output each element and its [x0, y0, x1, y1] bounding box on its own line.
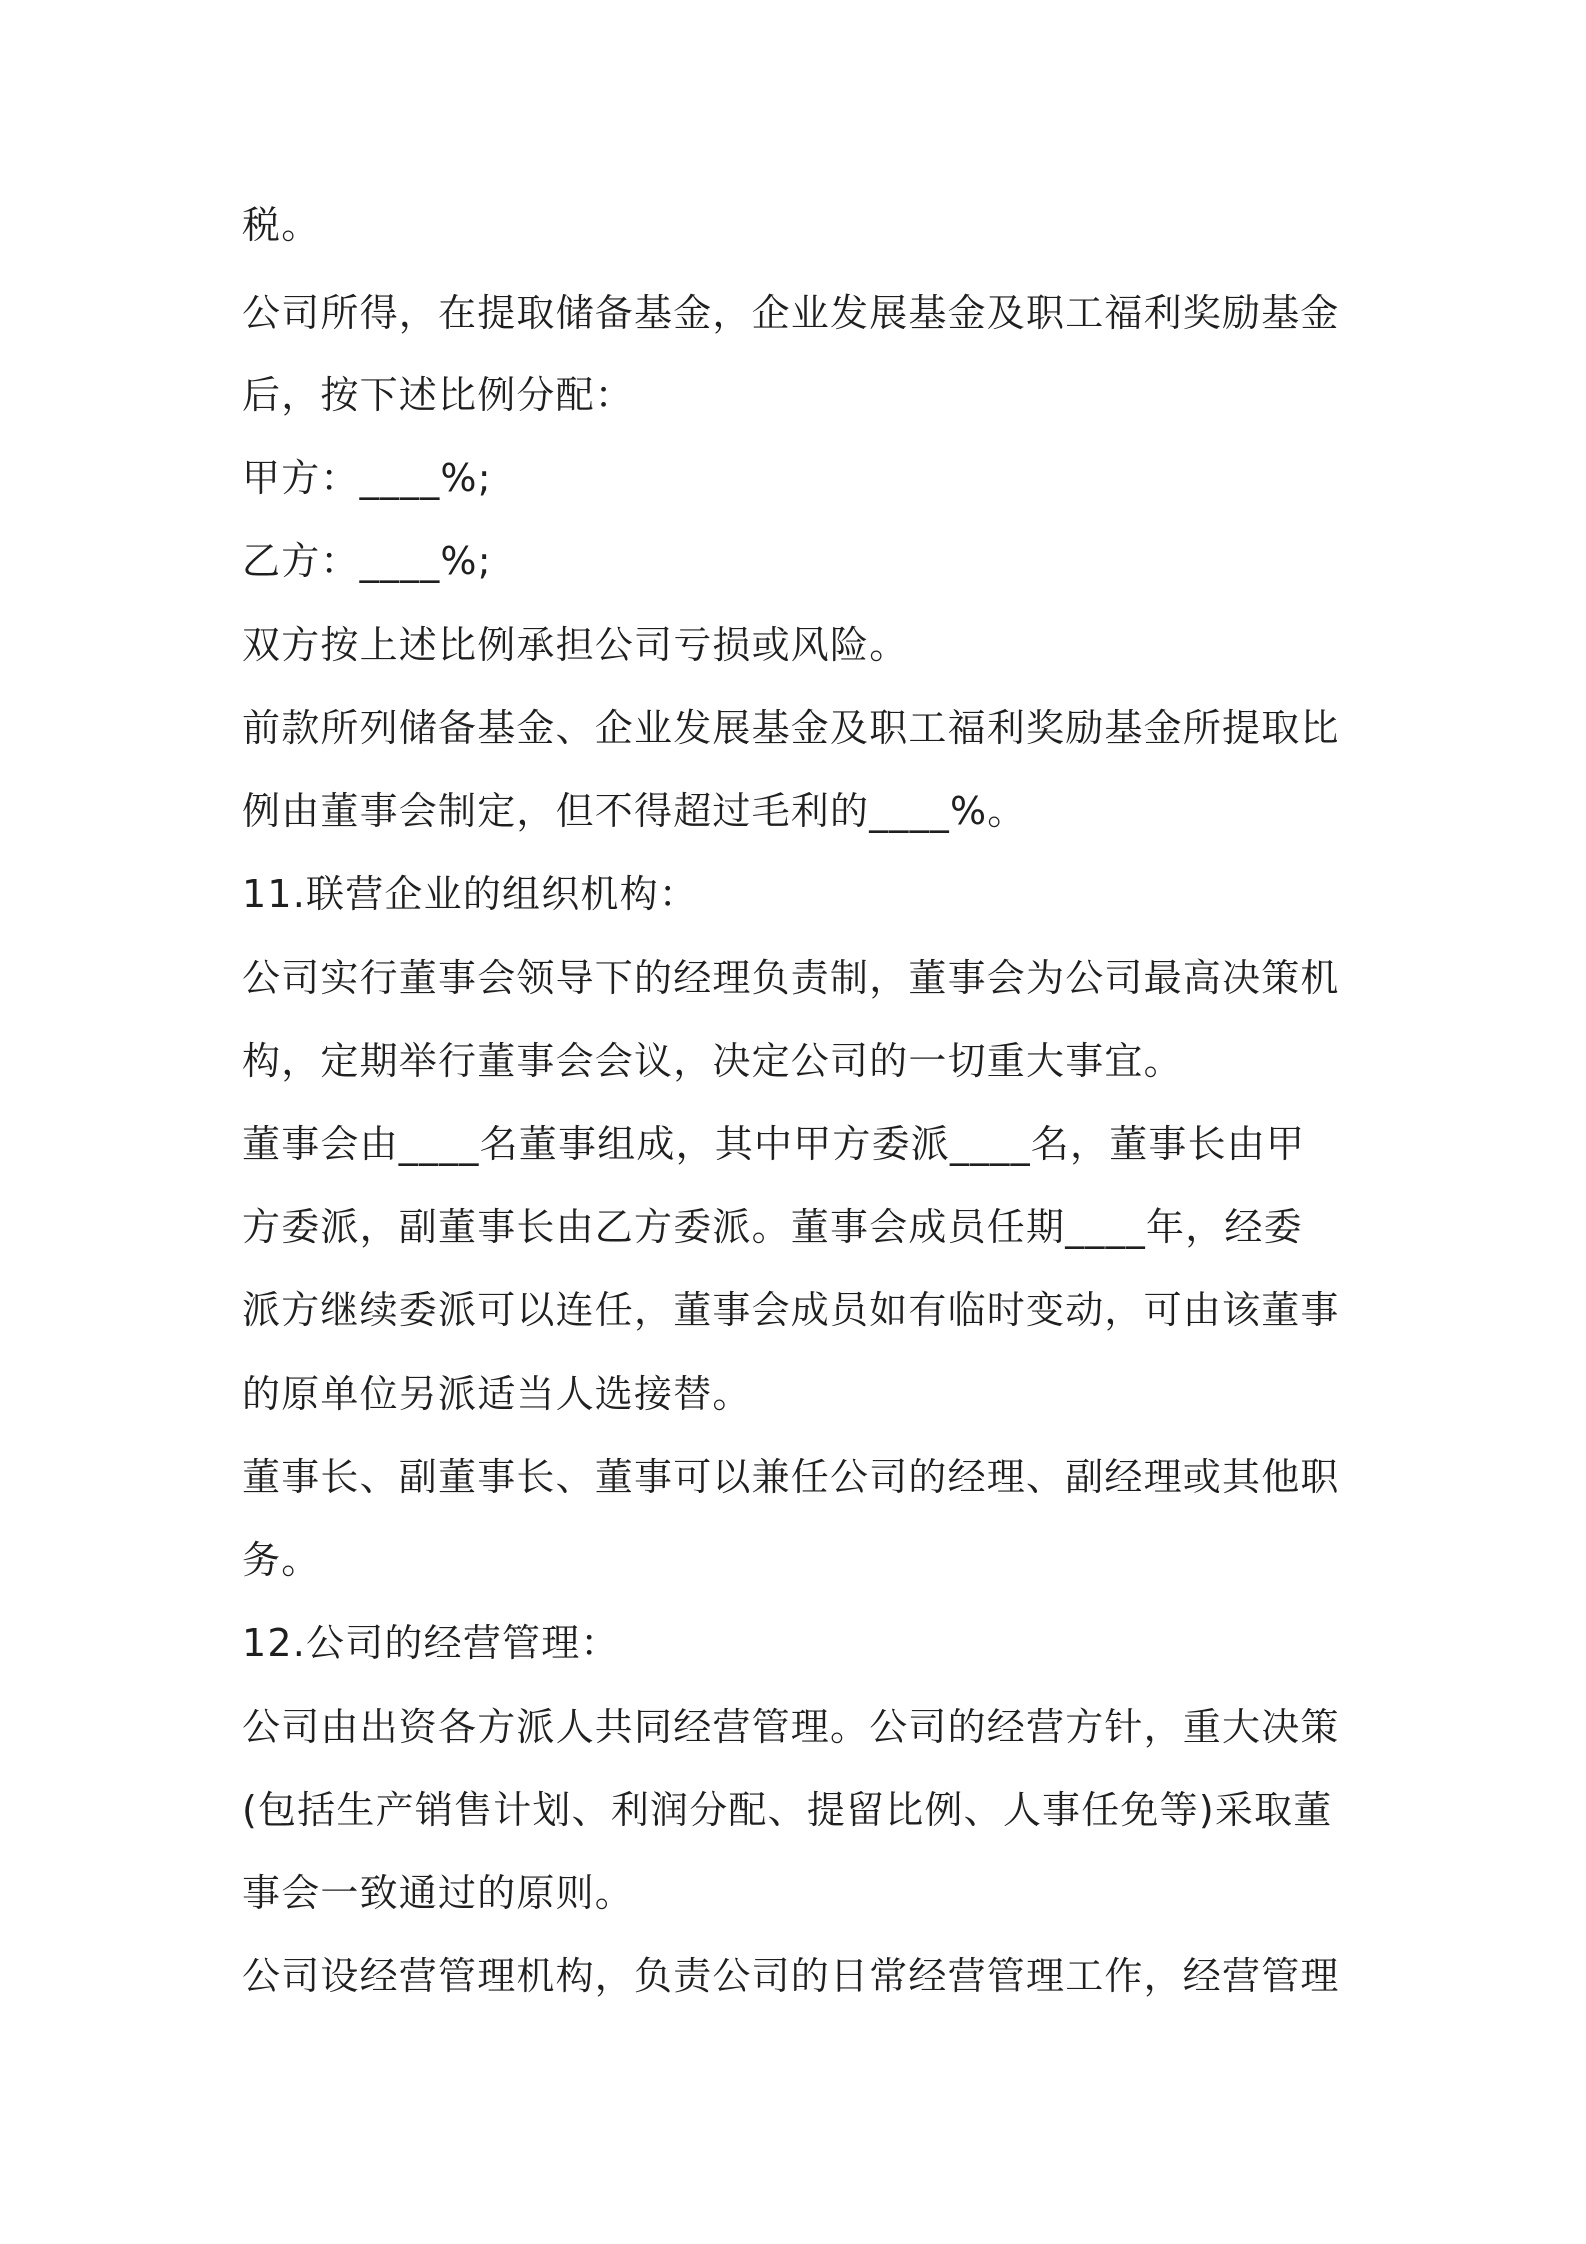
- text-line-17: 务。: [242, 1538, 321, 1582]
- text-line-5: 乙方：____%;: [242, 539, 492, 583]
- text-line-1: 税。: [242, 203, 321, 247]
- text-line-22: 公司设经营管理机构，负责公司的日常经营管理工作，经营管理: [242, 1954, 1340, 1998]
- text-line-20: (包括生产销售计划、利润分配、提留比例、人事任免等)采取董: [242, 1788, 1333, 1832]
- section-heading-12: 12.公司的经营管理：: [242, 1621, 620, 1665]
- text-line-8: 例由董事会制定，但不得超过毛利的____%。: [242, 789, 1027, 833]
- text-line-19: 公司由出资各方派人共同经营管理。公司的经营方针，重大决策: [242, 1705, 1340, 1749]
- text-line-11: 构，定期举行董事会会议，决定公司的一切重大事宜。: [242, 1039, 1183, 1083]
- text-line-6: 双方按上述比例承担公司亏损或风险。: [242, 623, 909, 667]
- text-line-12: 董事会由____名董事组成，其中甲方委派____名，董事长由甲: [242, 1122, 1306, 1166]
- text-line-3: 后，按下述比例分配：: [242, 373, 635, 417]
- text-line-15: 的原单位另派适当人选接替。: [242, 1372, 752, 1416]
- text-line-21: 事会一致通过的原则。: [242, 1871, 635, 1915]
- text-line-4: 甲方：____%;: [242, 456, 492, 500]
- section-heading-11: 11.联营企业的组织机构：: [242, 872, 699, 916]
- text-line-10: 公司实行董事会领导下的经理负责制，董事会为公司最高决策机: [242, 956, 1340, 1000]
- text-line-2: 公司所得，在提取储备基金，企业发展基金及职工福利奖励基金: [242, 291, 1340, 335]
- text-line-13: 方委派，副董事长由乙方委派。董事会成员任期____年，经委: [242, 1205, 1303, 1249]
- text-line-14: 派方继续委派可以连任，董事会成员如有临时变动，可由该董事: [242, 1288, 1340, 1332]
- text-line-16: 董事长、副董事长、董事可以兼任公司的经理、副经理或其他职: [242, 1455, 1340, 1499]
- text-line-7: 前款所列储备基金、企业发展基金及职工福利奖励基金所提取比: [242, 706, 1340, 750]
